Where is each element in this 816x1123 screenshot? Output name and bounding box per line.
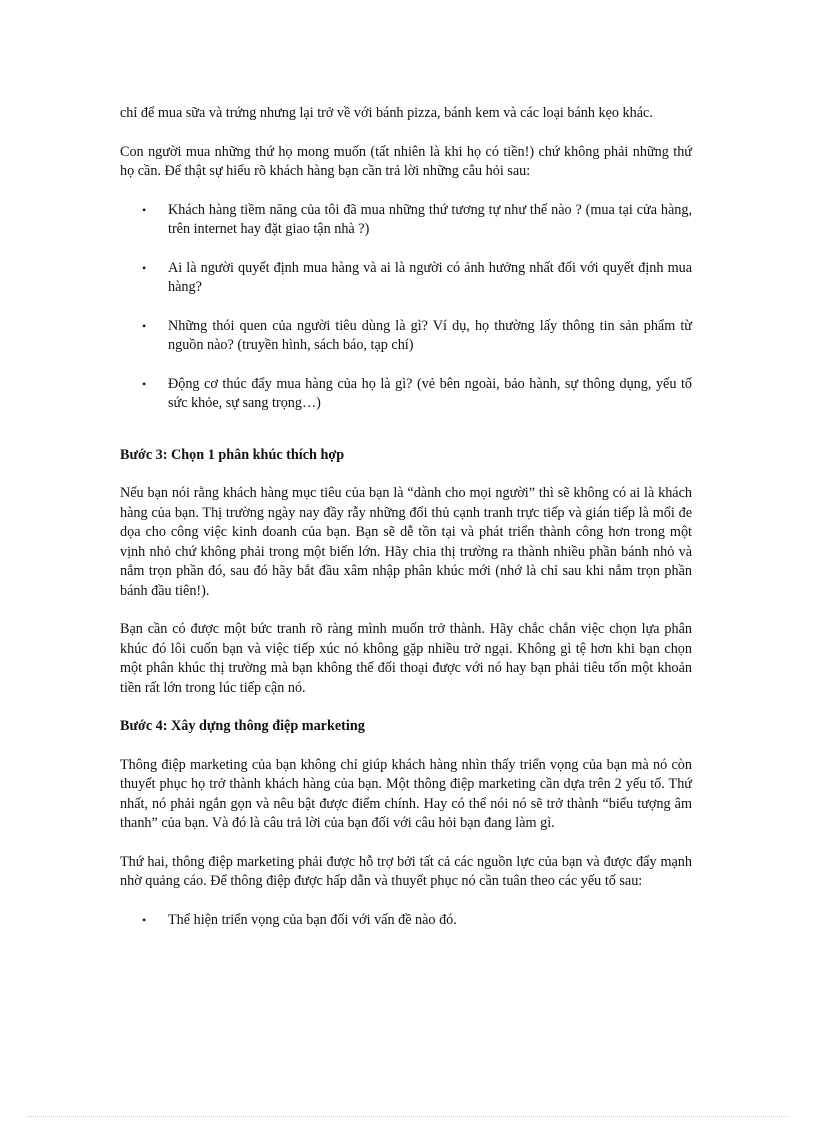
section-heading-step-3: Bước 3: Chọn 1 phân khúc thích hợp: [120, 446, 345, 463]
page-bottom-divider: [28, 1116, 788, 1117]
paragraph: Nếu bạn nói rằng khách hàng mục tiêu của bạn là “dành cho mọi người” thì sẽ không có ai là khách hàng của bạn. Thị trường ngày nay đầy rẫy những đối thủ cạnh tranh trực tiếp và gián tiếp là mối đe dọa cho công việc kinh doanh của bạn. Bạn sẽ dễ tồn tại và phát triển thành công hơn trong một vịnh nhỏ chứ không phải trong một biển lớn. Hãy chia thị trường ra thành nhiều phần bánh nhỏ và nắm trọn phần đó, sau đó hãy bắt đầu xâm nhập phân khúc mới (nhớ là chỉ sau khi nắm trọn phần bánh đầu tiên!).: [120, 485, 692, 599]
list-item-text: Khách hàng tiềm năng của tôi đã mua những thứ tương tự như thế nào ? (mua tại cửa hàng, trên internet hay đặt giao tận nhà ?): [168, 201, 692, 237]
list-item-text: Động cơ thúc đẩy mua hàng của họ là gì? (vẻ bên ngoài, bảo hành, sự thông dụng, yếu tố sức khỏe, sự sang trọng…): [168, 375, 692, 411]
paragraph: Thứ hai, thông điệp marketing phải được hỗ trợ bởi tất cả các nguồn lực của bạn và được đẩy mạnh nhờ quảng cáo. Để thông điệp được hấp dẫn và thuyết phục nó cần tuân theo các yếu tố sau:: [120, 853, 692, 889]
bullet-list-questions: [120, 201, 692, 414]
list-item: [120, 375, 692, 414]
bullet-icon: •: [142, 376, 147, 391]
paragraph: Bạn cần có được một bức tranh rõ ràng mình muốn trở thành. Hãy chắc chắn việc chọn lựa phân khúc đó lôi cuốn bạn và việc tiếp xúc nó không gặp nhiều trở ngại. Không gì tệ hơn khi bạn chọn một phân khúc thị trường mà bạn không thể đối thoại được với nó hay bạn phải tiêu tốn một khoản tiền rất lớn trong lúc tiếp cận nó.: [120, 621, 692, 696]
list-item-text: Những thói quen của người tiêu dùng là gì? Ví dụ, họ thường lấy thông tin sản phẩm từ nguồn nào? (truyền hình, sách báo, tạp chí): [168, 317, 692, 353]
paragraph: Con người mua những thứ họ mong muốn (tất nhiên là khi họ có tiền!) chứ không phải những thứ họ cần. Để thật sự hiểu rõ khách hàng bạn cần trả lời những câu hỏi sau:: [120, 143, 692, 179]
document-page: [120, 104, 692, 930]
list-item-text: Thể hiện triển vọng của bạn đối với vấn đề nào đó.: [168, 911, 457, 928]
list-item: [120, 201, 692, 240]
list-item: [120, 911, 692, 931]
paragraph: chỉ để mua sữa và trứng nhưng lại trở về với bánh pizza, bánh kem và các loại bánh kẹo khác.: [120, 105, 653, 121]
bullet-icon: •: [142, 260, 147, 275]
bullet-icon: •: [142, 912, 147, 927]
paragraph: Thông điệp marketing của bạn không chỉ giúp khách hàng nhìn thấy triển vọng của bạn mà nó còn thuyết phục họ trở thành khách hàng của bạn. Một thông điệp marketing cần dựa trên 2 yếu tố. Thứ nhất, nó phải ngắn gọn và nêu bật được điểm chính. Hay có thể nói nó sẽ trở thành “biểu tượng âm thanh” của bạn. Và đó là câu trả lời của bạn đối với câu hỏi bạn đang làm gì.: [120, 756, 692, 831]
bullet-list-message-factors: [120, 911, 692, 931]
section-heading-step-4: Bước 4: Xây dựng thông điệp marketing: [120, 718, 365, 734]
bullet-icon: •: [142, 318, 147, 333]
list-item: [120, 259, 692, 298]
bullet-icon: •: [142, 202, 147, 217]
list-item-text: Ai là người quyết định mua hàng và ai là người có ảnh hưởng nhất đối với quyết định mua hàng?: [168, 259, 692, 295]
list-item: [120, 317, 692, 356]
